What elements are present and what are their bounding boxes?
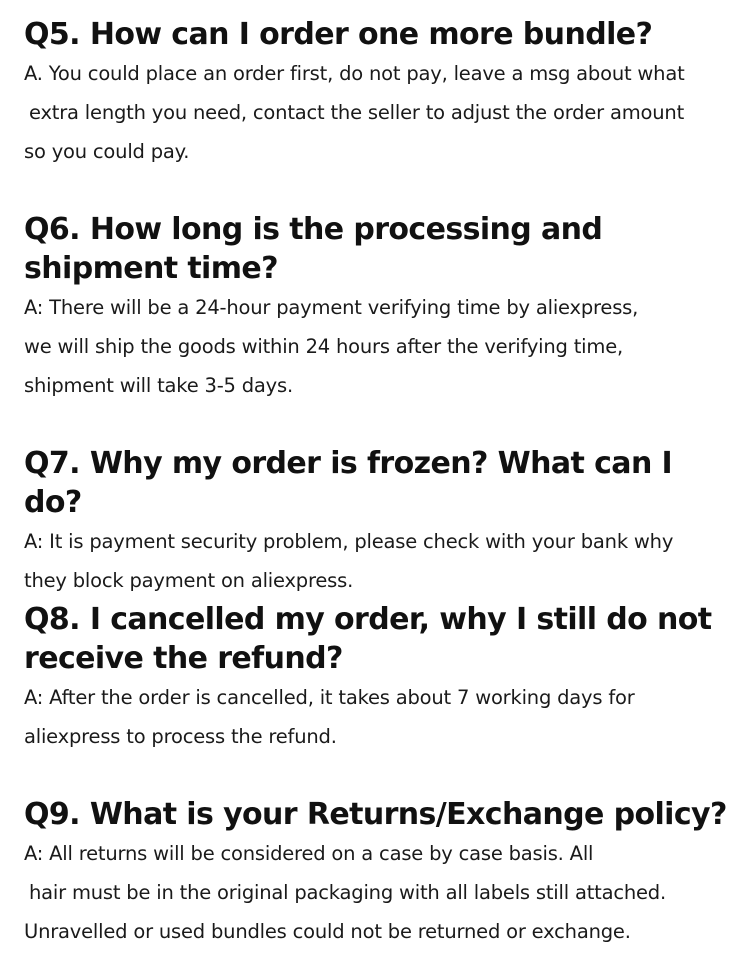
answer-line: A: There will be a 24-hour payment verifying time by aliexpress, xyxy=(24,296,639,319)
question-heading: Q9. What is your Returns/Exchange policy? xyxy=(24,797,727,832)
answer-line: hair must be in the original packaging with all labels still attached. xyxy=(29,881,666,904)
question-heading: Q5. How can I order one more bundle? xyxy=(24,17,653,52)
answer-text xyxy=(24,678,734,756)
answer-text xyxy=(24,522,734,600)
question-line: Q8. I cancelled my order, why I still do not xyxy=(24,602,712,637)
answer-line: shipment will take 3-5 days. xyxy=(24,374,293,397)
answer-text xyxy=(24,288,734,405)
faq-item-q7 xyxy=(24,444,734,600)
answer-text xyxy=(24,834,734,951)
answer-line: A. You could place an order first, do not pay, leave a msg about what xyxy=(24,62,685,85)
question-heading xyxy=(24,210,734,288)
answer-line: extra length you need, contact the seller to adjust the order amount xyxy=(29,101,685,124)
question-heading xyxy=(24,600,734,678)
question-line: shipment time? xyxy=(24,251,278,286)
answer-line: A: It is payment security problem, please check with your bank why xyxy=(24,530,674,553)
answer-line: Unravelled or used bundles could not be returned or exchange. xyxy=(24,920,631,943)
answer-line: they block payment on aliexpress. xyxy=(24,569,354,592)
answer-line: so you could pay. xyxy=(24,140,190,163)
answer-line: A: All returns will be considered on a case by case basis. All xyxy=(24,842,594,865)
answer-line: aliexpress to process the refund. xyxy=(24,725,337,748)
faq-item-q9 xyxy=(24,795,734,951)
answer-line: we will ship the goods within 24 hours after the verifying time, xyxy=(24,335,623,358)
question-line: receive the refund? xyxy=(24,641,343,676)
answer-text xyxy=(24,54,734,171)
faq-item-q5 xyxy=(24,15,734,171)
answer-line: A: After the order is cancelled, it takes about 7 working days for xyxy=(24,686,635,709)
faq-item-q8 xyxy=(24,600,734,756)
question-heading: Q7. Why my order is frozen? What can I do? xyxy=(24,446,673,520)
faq-item-q6 xyxy=(24,210,734,405)
question-line: Q6. How long is the processing and xyxy=(24,212,603,247)
